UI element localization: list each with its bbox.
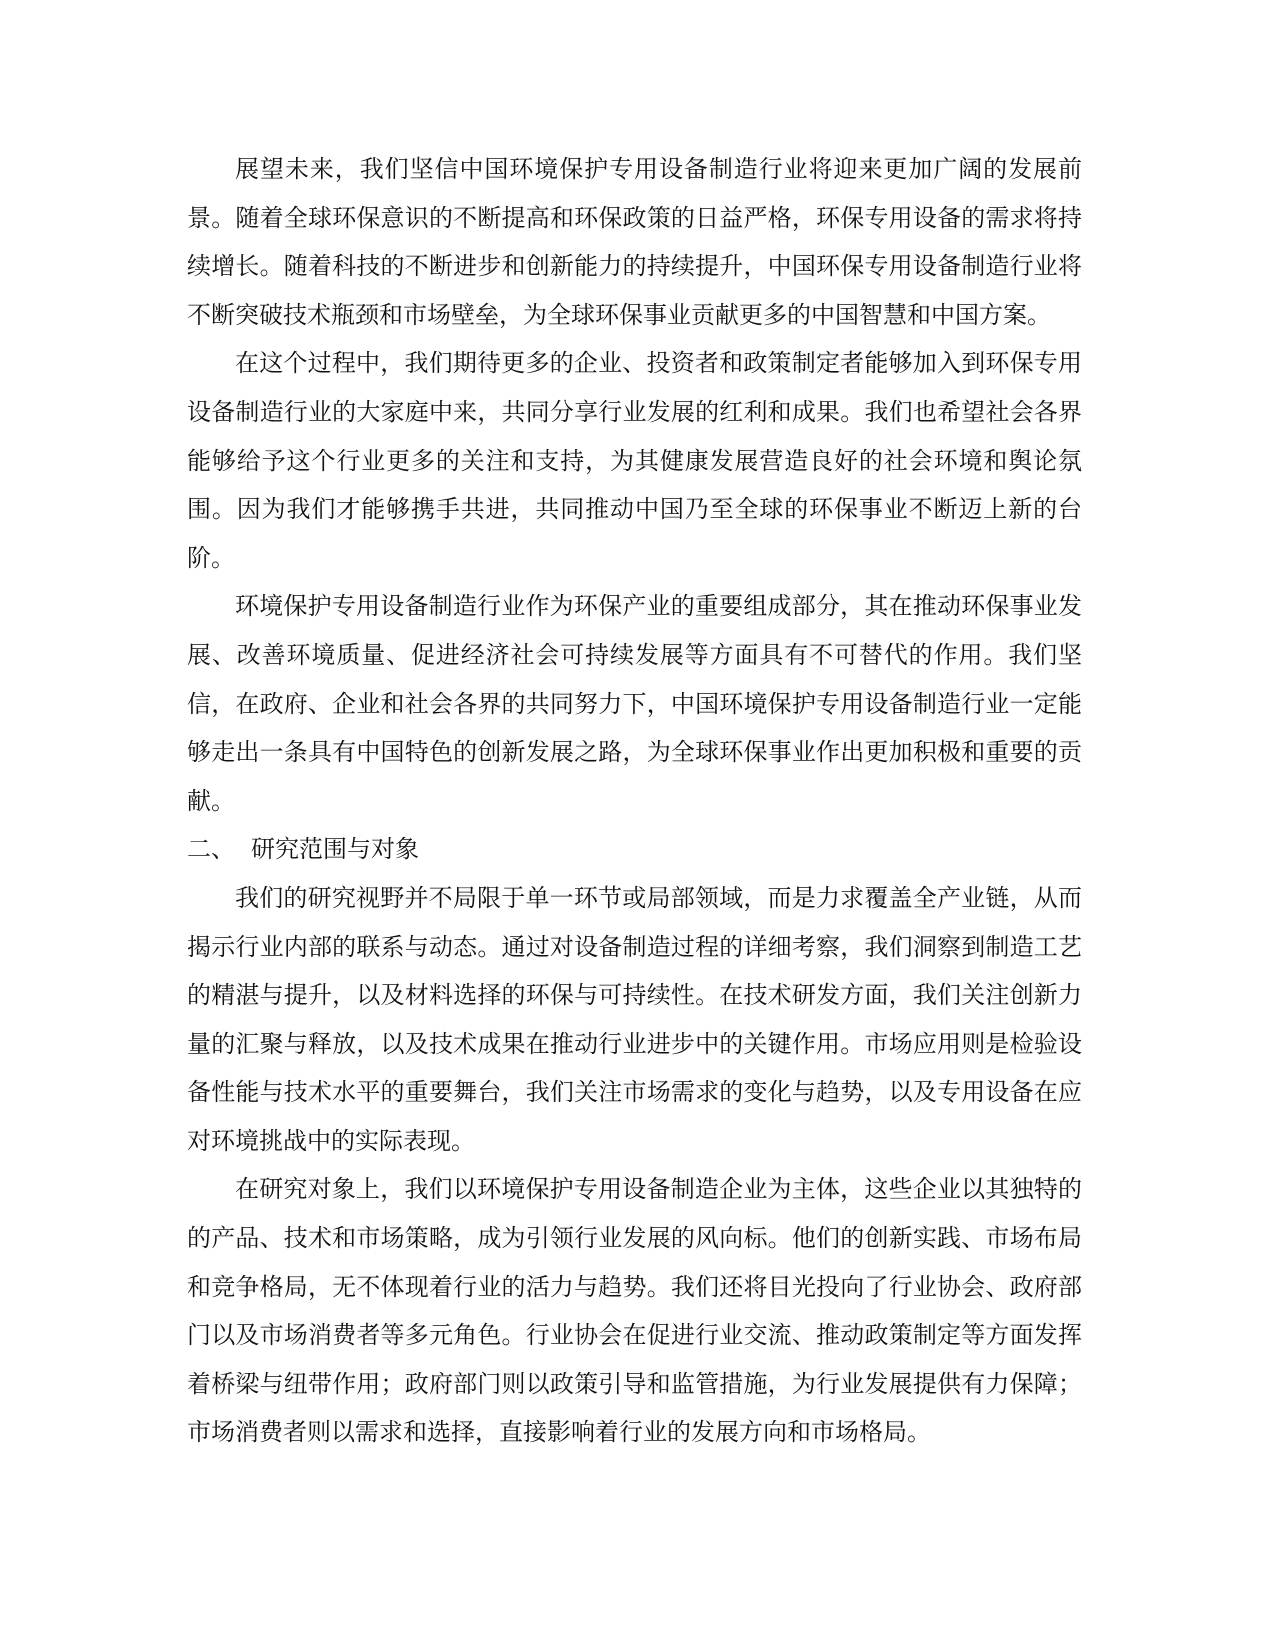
section-title: 研究范围与对象 [251,835,419,864]
paragraph-research-objects: 在研究对象上，我们以环境保护专用设备制造企业为主体，这些企业以其独特的的产品、技术和市场策略，成为引领行业发展的风向标。他们的创新实践、市场布局和竞争格局，无不体现着行业的活力与趋势。我们还将目光投向了行业协会、政府部门以及市场消费者等多元角色。行业协会在促进行业交流、推动政策制定等方面发挥着桥梁与纽带作用；政府部门则以政策引导和监管措施，为行业发展提供有力保障；市场消费者则以需求和选择，直接影响着行业的发展方向和市场格局。 [187,1175,1082,1447]
document-body [187,145,1082,1457]
section-number: 二、 [187,835,235,864]
paragraph-outlook: 展望未来，我们坚信中国环境保护专用设备制造行业将迎来更加广阔的发展前景。随着全球环保意识的不断提高和环保政策的日益严格，环保专用设备的需求将持续增长。随着科技的不断进步和创新能力的持续提升，中国环保专用设备制造行业将不断突破技术瓶颈和市场壁垒，为全球环保事业贡献更多的中国智慧和中国方案。 [187,155,1082,329]
paragraph-participation: 在这个过程中，我们期待更多的企业、投资者和政策制定者能够加入到环保专用设备制造行业的大家庭中来，共同分享行业发展的红利和成果。我们也希望社会各界能够给予这个行业更多的关注和支持，为其健康发展营造良好的社会环境和舆论氛围。因为我们才能够携手共进，共同推动中国乃至全球的环保事业不断迈上新的台阶。 [187,349,1082,572]
paragraph-industry-role: 环境保护专用设备制造行业作为环保产业的重要组成部分，其在推动环保事业发展、改善环境质量、促进经济社会可持续发展等方面具有不可替代的作用。我们坚信，在政府、企业和社会各界的共同努力下，中国环境保护专用设备制造行业一定能够走出一条具有中国特色的创新发展之路，为全球环保事业作出更加积极和重要的贡献。 [187,592,1082,815]
section-heading [187,825,1082,874]
paragraph-research-scope: 我们的研究视野并不局限于单一环节或局部领域，而是力求覆盖全产业链，从而揭示行业内部的联系与动态。通过对设备制造过程的详细考察，我们洞察到制造工艺的精湛与提升，以及材料选择的环保与可持续性。在技术研发方面，我们关注创新力量的汇聚与释放，以及技术成果在推动行业进步中的关键作用。市场应用则是检验设备性能与技术水平的重要舞台，我们关注市场需求的变化与趋势，以及专用设备在应对环境挑战中的实际表现。 [187,883,1082,1155]
